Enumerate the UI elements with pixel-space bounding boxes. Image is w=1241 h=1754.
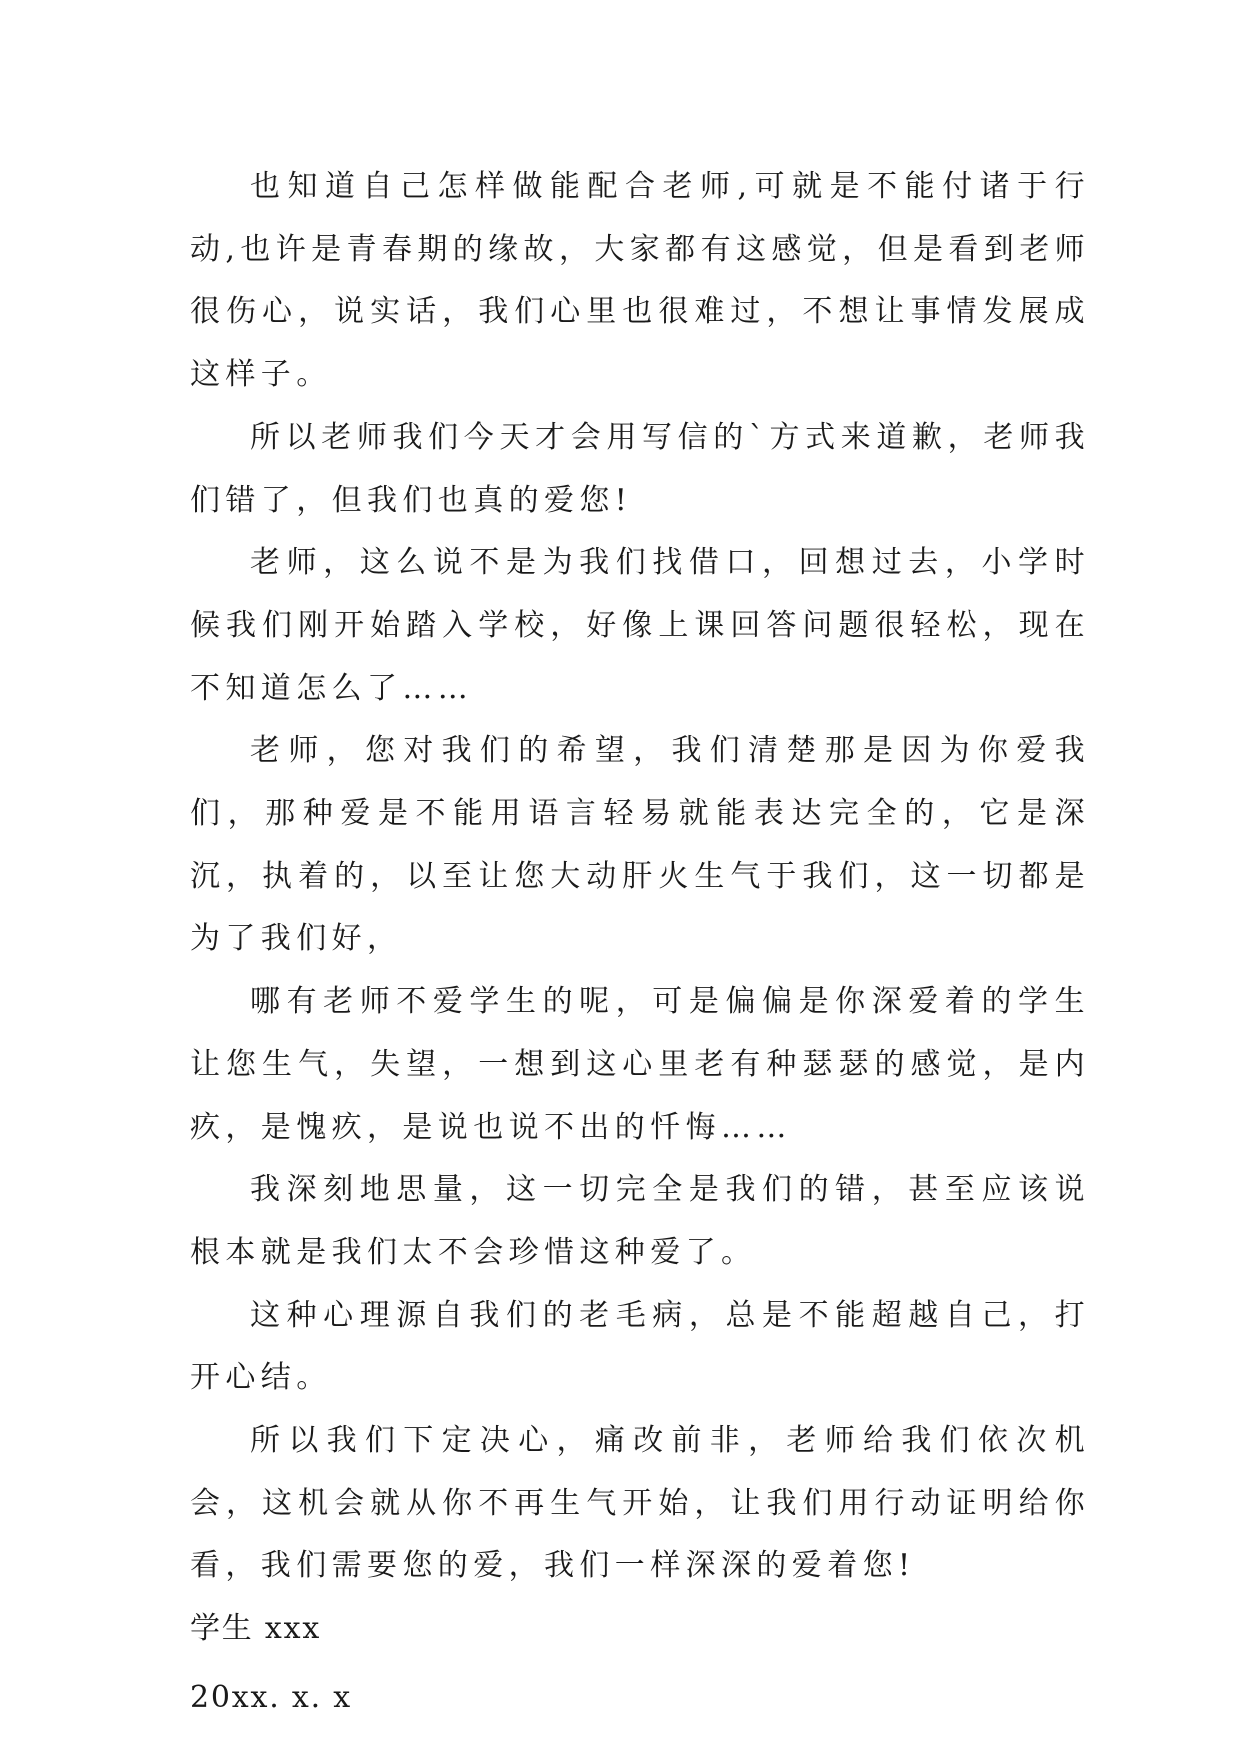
paragraph: 所以我们下定决心，痛改前非，老师给我们依次机会，这机会就从你不再生气开始，让我们用行动证明给你看，我们需要您的爱，我们一样深深的爱着您! [190, 1423, 1090, 1584]
signature-date: 20xx. x. x [190, 1679, 352, 1715]
letter-body [190, 156, 1090, 1730]
paragraph: 这种心理源自我们的老毛病，总是不能超越自己，打开心结。 [190, 1297, 1090, 1396]
paragraph: 也知道自己怎样做能配合老师,可就是不能付诸于行动,也许是青春期的缘故，大家都有这感觉，但是看到老师很伤心，说实话，我们心里也很难过，不想让事情发展成这样子。 [190, 169, 1090, 393]
paragraph: 哪有老师不爱学生的呢，可是偏偏是你深爱着的学生让您生气，失望，一想到这心里老有种瑟瑟的感觉，是内疚，是愧疚，是说也说不出的忏悔…… [190, 984, 1090, 1145]
paragraph: 我深刻地思量，这一切完全是我们的错，甚至应该说根本就是我们太不会珍惜这种爱了。 [190, 1172, 1090, 1270]
paragraph: 老师，您对我们的希望，我们清楚那是因为你爱我们，那种爱是不能用语言轻易就能表达完全的，它是深沉，执着的，以至让您大动肝火生气于我们，这一切都是为了我们好， [190, 733, 1090, 957]
paragraph: 所以老师我们今天才会用写信的`方式来道歉，老师我们错了，但我们也真的爱您! [190, 419, 1090, 518]
paragraph: 老师，这么说不是为我们找借口，回想过去，小学时候我们刚开始踏入学校，好像上课回答问题很轻松，现在不知道怎么了…… [190, 545, 1090, 706]
signature-name: 学生 xxx [190, 1611, 322, 1647]
